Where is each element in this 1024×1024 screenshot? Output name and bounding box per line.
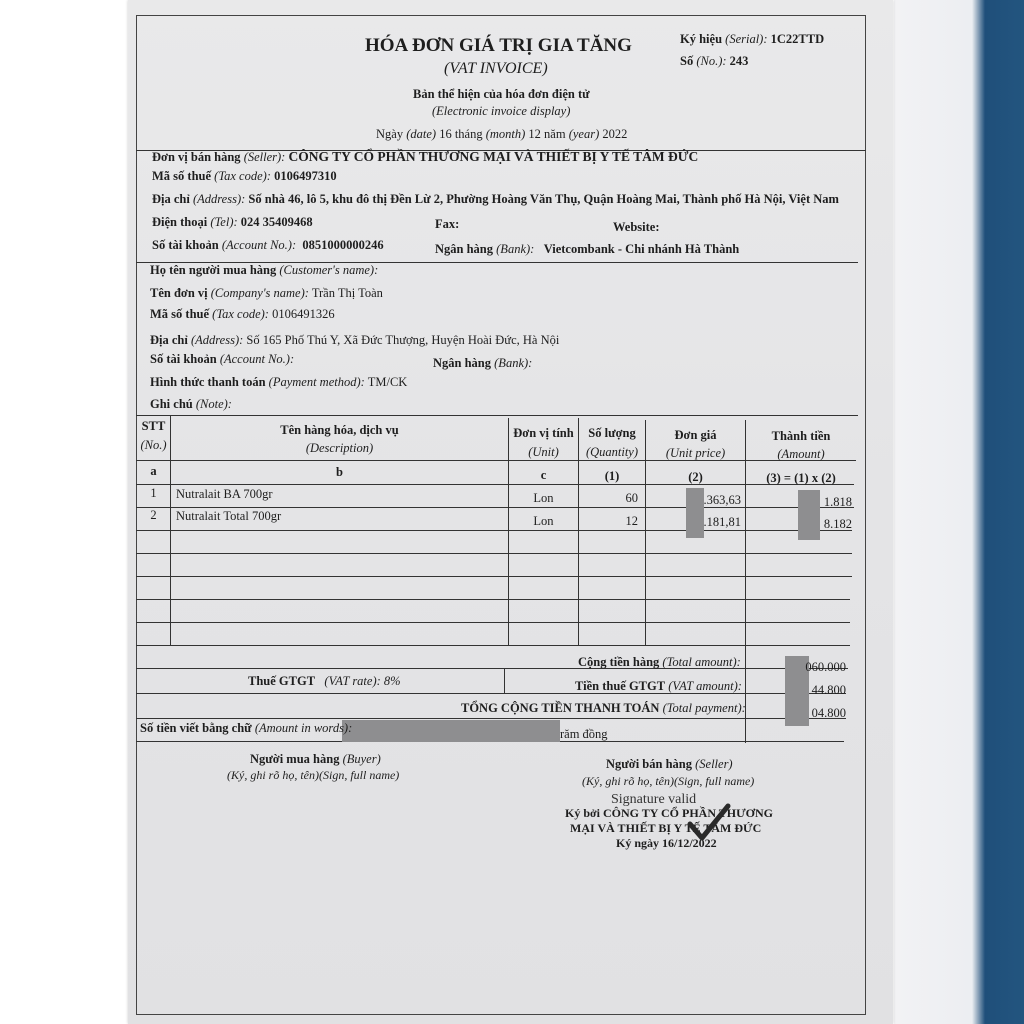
seller-tel-line: Điện thoại (Tel): 024 35409468	[152, 215, 313, 229]
amount-in-words-label: Số tiền viết bằng chữ (Amount in words):	[140, 721, 353, 735]
row-description: Nutralait BA 700gr	[176, 487, 273, 501]
buyer-payment-line: Hình thức thanh toán (Payment method): TM/CK	[150, 375, 408, 389]
table-top-border	[136, 415, 858, 416]
total-amount-value: 060.000	[805, 660, 846, 674]
buyer-signature-title: Người mua hàng (Buyer)	[250, 752, 381, 766]
header-no-en: (No.)	[140, 438, 167, 452]
header-description-en: (Description)	[305, 441, 374, 455]
seller-address-line: Địa chỉ (Address): Số nhà 46, lô 5, khu đô thị Đền Lừ 2, Phường Hoàng Văn Thụ, Quận Hoàng Mai, Thành phố Hà Nội, Việt Nam	[152, 192, 839, 206]
redaction-block	[798, 490, 820, 540]
vat-amount-value: 44.800	[811, 683, 846, 697]
seller-signature-sub: (Ký, ghi rõ họ, tên)(Sign, full name)	[582, 774, 755, 788]
seller-fax-label: Fax:	[435, 217, 460, 231]
total-amount-label: Cộng tiền hàng (Total amount):	[578, 655, 741, 669]
header-unit-price: Đơn giá	[674, 428, 717, 442]
header-quantity-en: (Quantity)	[585, 445, 639, 459]
invoice-number-line: Số (No.): 243	[680, 54, 749, 68]
header-description-code: b	[336, 465, 343, 479]
row-quantity: 60	[625, 491, 638, 505]
display-line: Bản thể hiện của hóa đơn điện tử	[413, 87, 590, 101]
row-no: 2	[150, 508, 157, 522]
header-unit-price-en: (Unit price)	[665, 446, 726, 460]
seller-name-line: Đơn vị bán hàng (Seller): CÔNG TY CỔ PHẦN THƯƠNG MẠI VÀ THIẾT BỊ Y TẾ TÂM ĐỨC	[152, 149, 699, 164]
date-line: Ngày (date) 16 tháng (month) 12 năm (year) 2022	[376, 127, 628, 141]
seller-bank-line: Ngân hàng (Bank): Vietcombank - Chi nhánh Hà Thành	[435, 242, 740, 256]
header-amount: Thành tiền	[771, 429, 831, 443]
row-amount: 8.182	[823, 517, 852, 531]
seller-account-line: Số tài khoản (Account No.): 0851000000246	[152, 238, 384, 252]
row-description: Nutralait Total 700gr	[176, 509, 282, 523]
signature-valid: Signature valid	[611, 792, 697, 807]
table-row-line	[136, 645, 850, 646]
display-line-en: (Electronic invoice display)	[432, 104, 571, 118]
header-no-code: a	[150, 464, 157, 478]
header-unit: Đơn vị tính	[513, 426, 574, 440]
seller-website-label: Website:	[613, 220, 660, 234]
vat-rate-line: Thuế GTGT (VAT rate): 8%	[248, 674, 401, 688]
header-amount-code: (3) = (1) x (2)	[766, 471, 836, 485]
buyer-customer-line: Họ tên người mua hàng (Customer's name):	[150, 263, 379, 277]
buyer-signature-sub: (Ký, ghi rõ họ, tên)(Sign, full name)	[227, 768, 400, 782]
col-line	[504, 668, 505, 693]
signed-by-line-2: MẠI VÀ THIẾT BỊ Y TẾ TÂM ĐỨC	[570, 821, 762, 835]
row-unit-price: .181,81	[703, 515, 741, 529]
header-unit-price-code: (2)	[688, 470, 703, 484]
background-right	[894, 0, 1024, 1024]
buyer-company-line: Tên đơn vị (Company's name): Trần Thị Toàn	[150, 286, 383, 300]
row-no: 1	[150, 486, 157, 500]
signed-by-line-1: Ký bởi CÔNG TY CỔ PHẦN THƯƠNG	[565, 806, 773, 820]
buyer-tax-line: Mã số thuế (Tax code): 0106491326	[150, 307, 335, 321]
table-row-line	[136, 622, 850, 623]
vat-amount-label: Tiền thuế GTGT (VAT amount):	[575, 679, 742, 693]
seller-tax-line: Mã số thuế (Tax code): 0106497310	[152, 169, 337, 183]
amount-in-words-value: răm đồng	[560, 727, 608, 741]
table-row-line	[136, 599, 850, 600]
redaction-block	[686, 488, 704, 538]
header-unit-code: c	[540, 468, 547, 482]
totals-line	[136, 668, 848, 669]
row-amount: 1.818	[823, 495, 852, 509]
checkmark-icon	[684, 800, 734, 845]
buyer-address-line: Địa chỉ (Address): Số 165 Phố Thú Y, Xã Đức Thượng, Huyện Hoài Đức, Hà Nội	[150, 333, 560, 347]
header-description: Tên hàng hóa, dịch vụ	[280, 423, 399, 437]
grand-total-label: TỔNG CỘNG TIỀN THANH TOÁN (Total payment):	[461, 701, 746, 715]
buyer-account-line: Số tài khoản (Account No.):	[150, 352, 295, 366]
buyer-note-line: Ghi chú (Note):	[150, 397, 232, 411]
row-unit-price: .363,63	[703, 493, 741, 507]
grand-total-value: 04.800	[811, 706, 846, 720]
header-amount-en: (Amount)	[777, 447, 825, 461]
header-quantity-code: (1)	[604, 469, 620, 483]
totals-line	[136, 718, 846, 719]
signed-date: Ký ngày 16/12/2022	[616, 836, 717, 850]
row-quantity: 12	[625, 514, 638, 528]
invoice-title: HÓA ĐƠN GIÁ TRỊ GIA TĂNG	[365, 35, 632, 56]
seller-signature-title: Người bán hàng (Seller)	[606, 757, 733, 771]
row-unit: Lon	[533, 514, 554, 528]
row-unit: Lon	[533, 491, 554, 505]
buyer-bank-line: Ngân hàng (Bank):	[433, 356, 533, 370]
background-left	[0, 0, 130, 1024]
redaction-block	[342, 720, 560, 742]
header-unit-en: (Unit)	[528, 445, 559, 459]
header-no: STT	[141, 419, 166, 433]
serial-line: Ký hiệu (Serial): 1C22TTD	[680, 32, 825, 46]
invoice-subtitle: (VAT INVOICE)	[444, 60, 548, 77]
header-quantity: Số lượng	[588, 426, 636, 440]
